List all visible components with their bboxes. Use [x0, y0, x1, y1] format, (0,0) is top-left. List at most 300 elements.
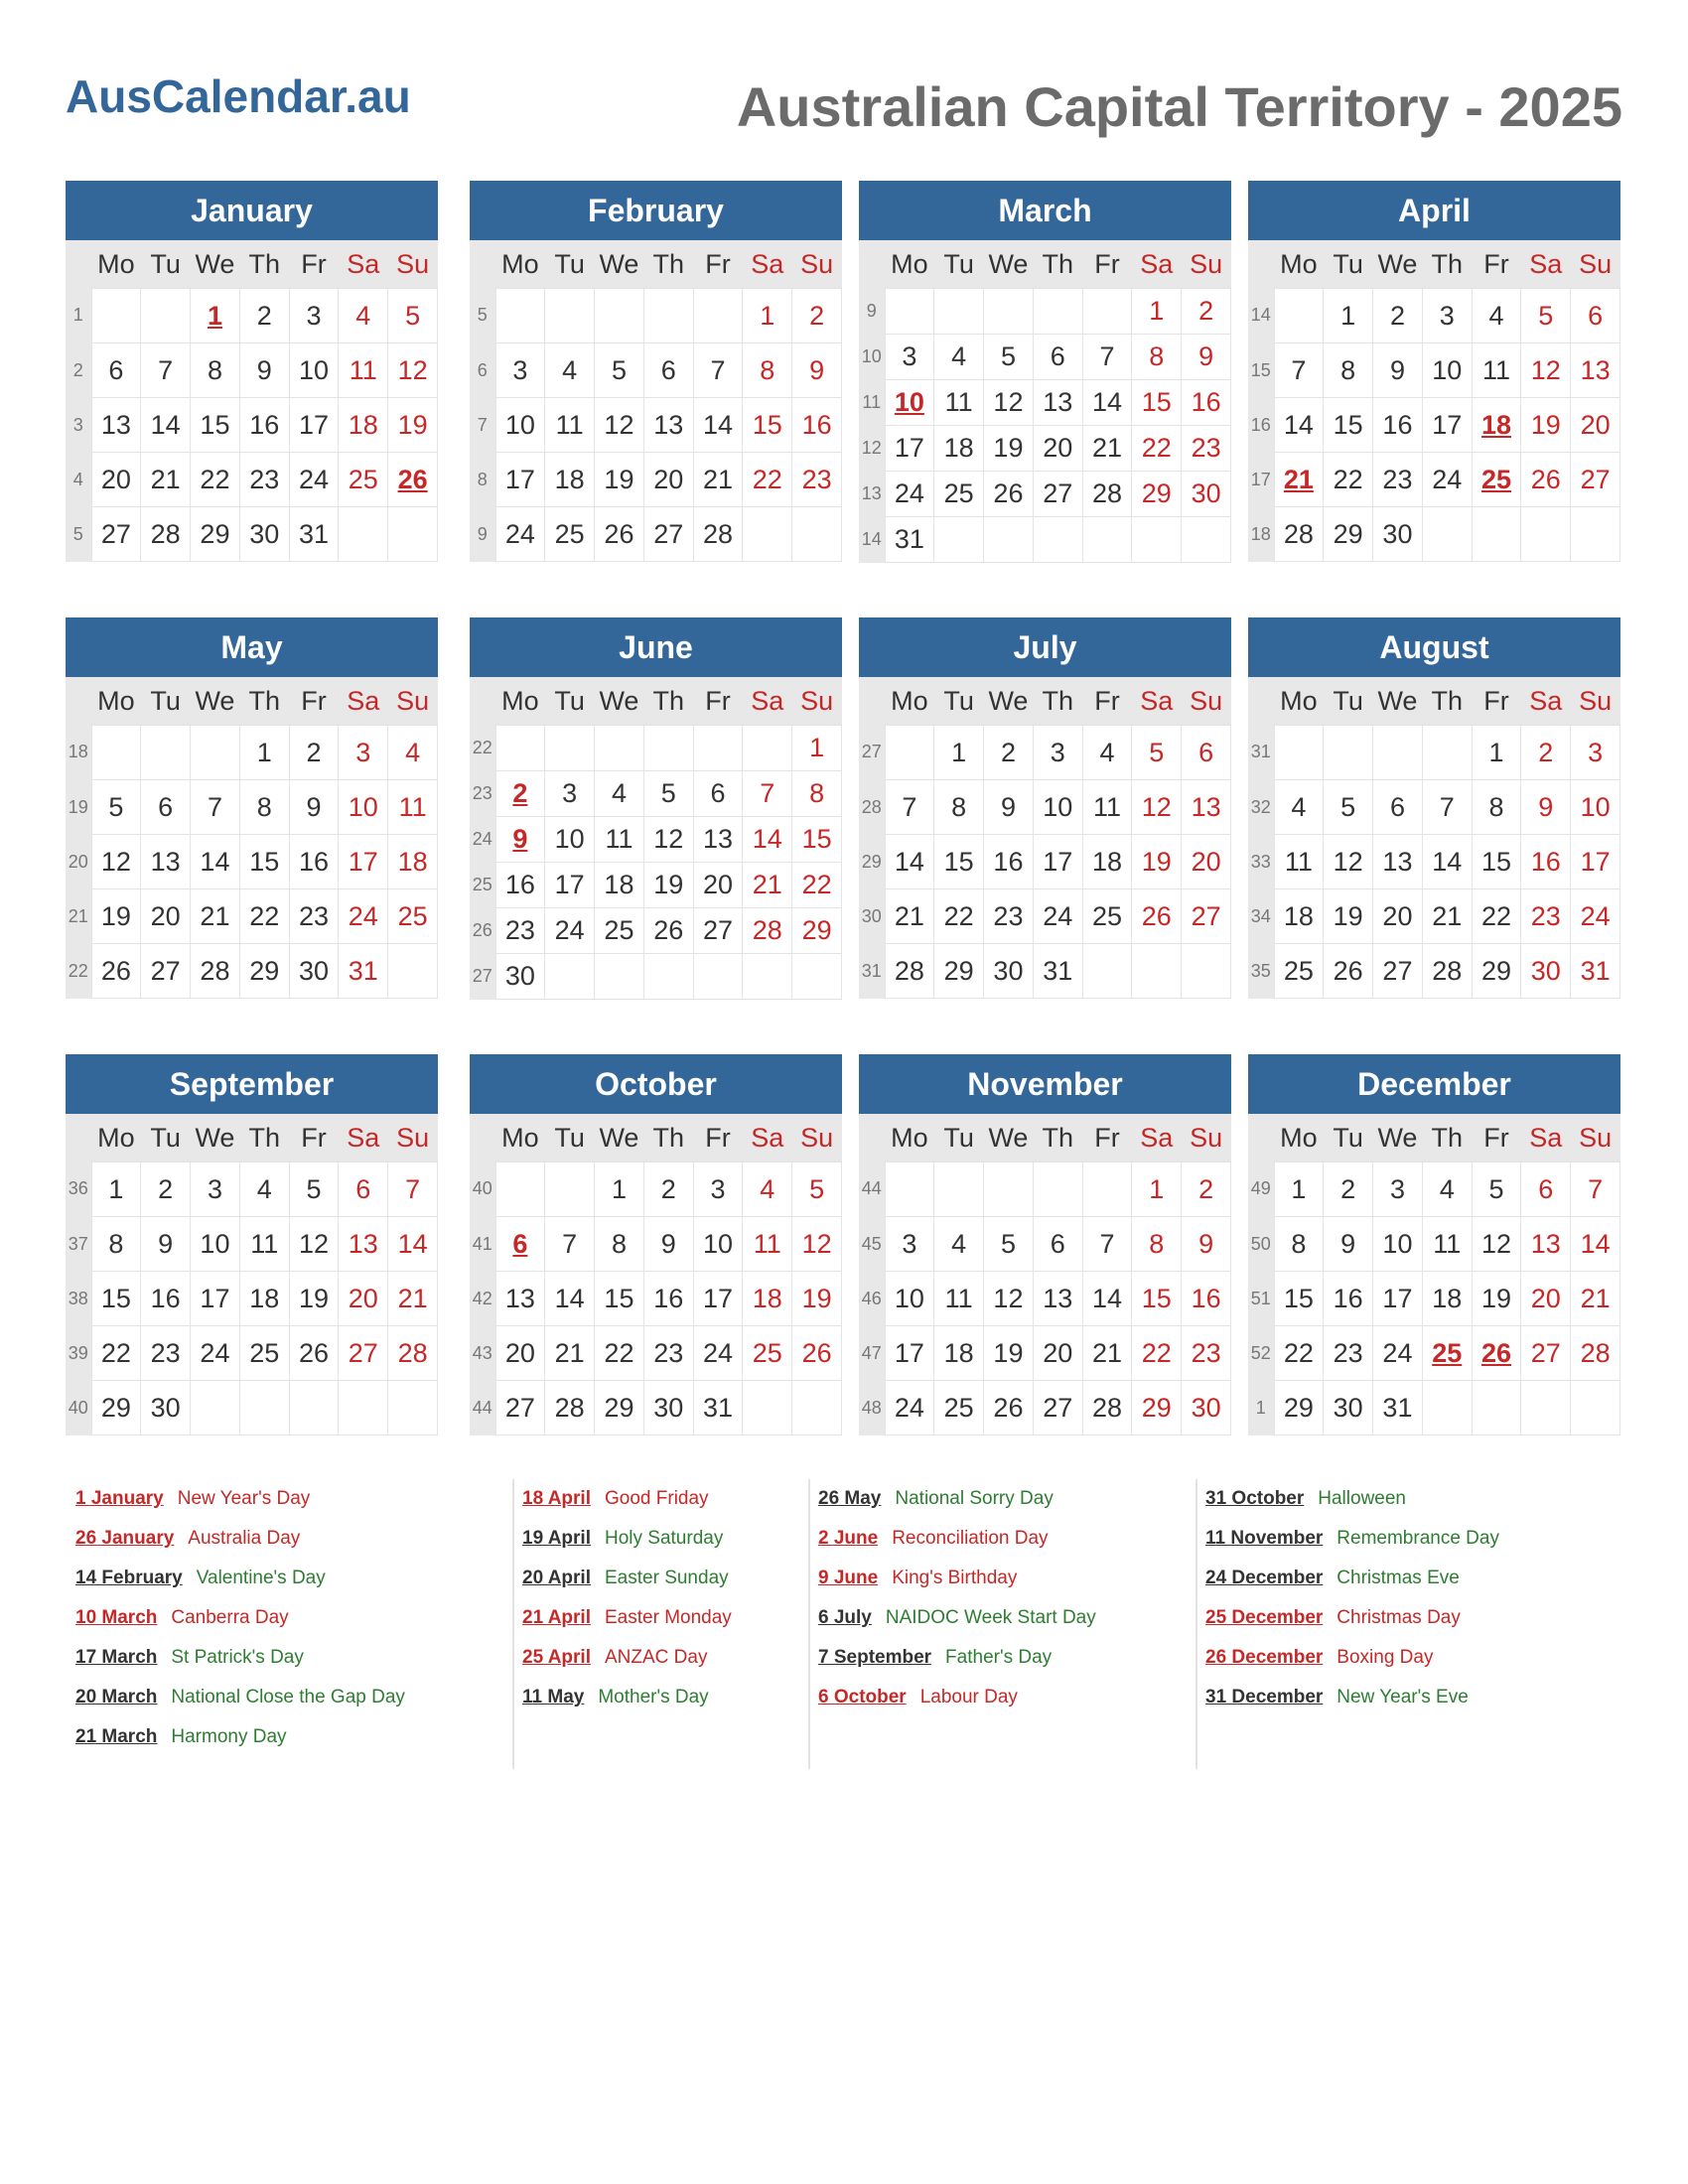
day-cell[interactable]: 27 — [693, 908, 743, 954]
day-cell[interactable]: 10 — [339, 780, 388, 835]
day-cell[interactable]: 23 — [495, 908, 545, 954]
event-date-link[interactable]: 10 March — [75, 1607, 158, 1628]
day-cell[interactable]: 2 — [1373, 289, 1423, 343]
holiday-day-cell[interactable]: 21 — [1274, 453, 1324, 507]
day-cell[interactable]: 4 — [1422, 1162, 1472, 1217]
day-cell[interactable]: 16 — [1373, 398, 1423, 453]
day-cell[interactable]: 28 — [388, 1326, 438, 1381]
day-cell[interactable]: 2 — [1182, 1162, 1231, 1217]
event-date-link[interactable]: 21 April — [522, 1607, 591, 1628]
day-cell[interactable]: 15 — [91, 1272, 141, 1326]
day-cell[interactable]: 8 — [1324, 343, 1373, 398]
day-cell[interactable]: 15 — [191, 398, 240, 453]
day-cell[interactable]: 24 — [289, 453, 339, 507]
day-cell[interactable]: 5 — [1132, 726, 1182, 780]
day-cell[interactable]: 10 — [289, 343, 339, 398]
day-cell[interactable]: 17 — [1373, 1272, 1423, 1326]
day-cell[interactable]: 10 — [545, 817, 595, 863]
day-cell[interactable]: 7 — [191, 780, 240, 835]
day-cell[interactable]: 31 — [289, 507, 339, 562]
day-cell[interactable]: 16 — [1521, 835, 1571, 889]
day-cell[interactable]: 17 — [545, 863, 595, 908]
event-date-link[interactable]: 31 October — [1205, 1488, 1305, 1509]
holiday-day-cell[interactable]: 9 — [495, 817, 545, 863]
event-date-link[interactable]: 26 December — [1205, 1647, 1324, 1668]
day-cell[interactable]: 31 — [1033, 944, 1082, 999]
day-cell[interactable]: 19 — [1132, 835, 1182, 889]
day-cell[interactable]: 31 — [1571, 944, 1620, 999]
day-cell[interactable]: 5 — [91, 780, 141, 835]
day-cell[interactable]: 27 — [1521, 1326, 1571, 1381]
day-cell[interactable]: 5 — [388, 289, 438, 343]
day-cell[interactable]: 29 — [191, 507, 240, 562]
day-cell[interactable]: 7 — [1082, 1217, 1132, 1272]
day-cell[interactable]: 29 — [1132, 1381, 1182, 1435]
day-cell[interactable]: 25 — [339, 453, 388, 507]
day-cell[interactable]: 30 — [1182, 472, 1231, 517]
day-cell[interactable]: 15 — [743, 398, 792, 453]
day-cell[interactable]: 7 — [1274, 343, 1324, 398]
day-cell[interactable]: 11 — [595, 817, 644, 863]
day-cell[interactable]: 27 — [643, 507, 693, 562]
day-cell[interactable]: 4 — [239, 1162, 289, 1217]
day-cell[interactable]: 14 — [388, 1217, 438, 1272]
day-cell[interactable]: 14 — [1082, 1272, 1132, 1326]
day-cell[interactable]: 14 — [141, 398, 191, 453]
day-cell[interactable]: 27 — [141, 944, 191, 999]
day-cell[interactable]: 13 — [141, 835, 191, 889]
day-cell[interactable]: 12 — [1472, 1217, 1521, 1272]
day-cell[interactable]: 20 — [495, 1326, 545, 1381]
day-cell[interactable]: 10 — [495, 398, 545, 453]
day-cell[interactable]: 28 — [141, 507, 191, 562]
day-cell[interactable]: 31 — [693, 1381, 743, 1435]
day-cell[interactable]: 25 — [934, 1381, 984, 1435]
event-date-link[interactable]: 7 September — [818, 1647, 932, 1668]
day-cell[interactable]: 5 — [984, 335, 1034, 380]
day-cell[interactable]: 7 — [388, 1162, 438, 1217]
event-date-link[interactable]: 26 January — [75, 1528, 175, 1549]
event-date-link[interactable]: 11 May — [522, 1687, 585, 1707]
day-cell[interactable]: 17 — [693, 1272, 743, 1326]
day-cell[interactable]: 18 — [1082, 835, 1132, 889]
day-cell[interactable]: 2 — [1324, 1162, 1373, 1217]
day-cell[interactable]: 6 — [1521, 1162, 1571, 1217]
day-cell[interactable]: 20 — [1521, 1272, 1571, 1326]
day-cell[interactable]: 20 — [643, 453, 693, 507]
day-cell[interactable]: 26 — [984, 1381, 1034, 1435]
day-cell[interactable]: 22 — [91, 1326, 141, 1381]
day-cell[interactable]: 25 — [934, 472, 984, 517]
day-cell[interactable]: 1 — [239, 726, 289, 780]
day-cell[interactable]: 17 — [495, 453, 545, 507]
event-date-link[interactable]: 18 April — [522, 1488, 591, 1509]
event-date-link[interactable]: 21 March — [75, 1726, 158, 1747]
day-cell[interactable]: 18 — [545, 453, 595, 507]
day-cell[interactable]: 29 — [91, 1381, 141, 1435]
event-date-link[interactable]: 19 April — [522, 1528, 591, 1549]
day-cell[interactable]: 30 — [495, 954, 545, 1000]
day-cell[interactable]: 25 — [545, 507, 595, 562]
day-cell[interactable]: 24 — [495, 507, 545, 562]
day-cell[interactable]: 19 — [643, 863, 693, 908]
day-cell[interactable]: 2 — [792, 289, 842, 343]
day-cell[interactable]: 14 — [693, 398, 743, 453]
day-cell[interactable]: 23 — [1182, 1326, 1231, 1381]
day-cell[interactable]: 9 — [643, 1217, 693, 1272]
day-cell[interactable]: 4 — [339, 289, 388, 343]
day-cell[interactable]: 16 — [1182, 1272, 1231, 1326]
day-cell[interactable]: 29 — [1472, 944, 1521, 999]
day-cell[interactable]: 2 — [1521, 726, 1571, 780]
holiday-day-cell[interactable]: 1 — [191, 289, 240, 343]
day-cell[interactable]: 13 — [495, 1272, 545, 1326]
day-cell[interactable]: 24 — [885, 1381, 934, 1435]
day-cell[interactable]: 22 — [1132, 1326, 1182, 1381]
day-cell[interactable]: 13 — [643, 398, 693, 453]
day-cell[interactable]: 29 — [1324, 507, 1373, 562]
day-cell[interactable]: 3 — [885, 335, 934, 380]
day-cell[interactable]: 8 — [1472, 780, 1521, 835]
day-cell[interactable]: 27 — [339, 1326, 388, 1381]
day-cell[interactable]: 22 — [934, 889, 984, 944]
day-cell[interactable]: 13 — [1182, 780, 1231, 835]
day-cell[interactable]: 9 — [141, 1217, 191, 1272]
day-cell[interactable]: 20 — [1571, 398, 1620, 453]
day-cell[interactable]: 22 — [1324, 453, 1373, 507]
day-cell[interactable]: 12 — [1521, 343, 1571, 398]
day-cell[interactable]: 13 — [1033, 1272, 1082, 1326]
day-cell[interactable]: 18 — [934, 1326, 984, 1381]
day-cell[interactable]: 2 — [239, 289, 289, 343]
day-cell[interactable]: 1 — [1132, 1162, 1182, 1217]
day-cell[interactable]: 22 — [1472, 889, 1521, 944]
day-cell[interactable]: 5 — [289, 1162, 339, 1217]
day-cell[interactable]: 29 — [934, 944, 984, 999]
day-cell[interactable]: 7 — [1571, 1162, 1620, 1217]
day-cell[interactable]: 21 — [545, 1326, 595, 1381]
event-date-link[interactable]: 11 November — [1205, 1528, 1324, 1549]
day-cell[interactable]: 21 — [1422, 889, 1472, 944]
day-cell[interactable]: 23 — [1521, 889, 1571, 944]
day-cell[interactable]: 10 — [1422, 343, 1472, 398]
day-cell[interactable]: 24 — [1033, 889, 1082, 944]
day-cell[interactable]: 20 — [693, 863, 743, 908]
day-cell[interactable]: 17 — [1571, 835, 1620, 889]
day-cell[interactable]: 17 — [1422, 398, 1472, 453]
day-cell[interactable]: 13 — [693, 817, 743, 863]
day-cell[interactable]: 15 — [1132, 1272, 1182, 1326]
day-cell[interactable]: 11 — [545, 398, 595, 453]
holiday-day-cell[interactable]: 10 — [885, 380, 934, 426]
day-cell[interactable]: 3 — [693, 1162, 743, 1217]
day-cell[interactable]: 2 — [1182, 289, 1231, 335]
day-cell[interactable]: 30 — [1182, 1381, 1231, 1435]
day-cell[interactable]: 22 — [595, 1326, 644, 1381]
day-cell[interactable]: 23 — [141, 1326, 191, 1381]
day-cell[interactable]: 26 — [984, 472, 1034, 517]
day-cell[interactable]: 20 — [91, 453, 141, 507]
day-cell[interactable]: 9 — [239, 343, 289, 398]
event-date-link[interactable]: 20 April — [522, 1568, 591, 1588]
day-cell[interactable]: 11 — [388, 780, 438, 835]
day-cell[interactable]: 8 — [1274, 1217, 1324, 1272]
day-cell[interactable]: 21 — [743, 863, 792, 908]
event-date-link[interactable]: 14 February — [75, 1568, 183, 1588]
day-cell[interactable]: 8 — [91, 1217, 141, 1272]
day-cell[interactable]: 7 — [545, 1217, 595, 1272]
day-cell[interactable]: 17 — [191, 1272, 240, 1326]
day-cell[interactable]: 8 — [191, 343, 240, 398]
day-cell[interactable]: 1 — [1472, 726, 1521, 780]
day-cell[interactable]: 19 — [1472, 1272, 1521, 1326]
day-cell[interactable]: 13 — [1571, 343, 1620, 398]
day-cell[interactable]: 19 — [595, 453, 644, 507]
day-cell[interactable]: 3 — [1571, 726, 1620, 780]
day-cell[interactable]: 22 — [1132, 426, 1182, 472]
day-cell[interactable]: 26 — [1521, 453, 1571, 507]
day-cell[interactable]: 21 — [1571, 1272, 1620, 1326]
day-cell[interactable]: 29 — [239, 944, 289, 999]
day-cell[interactable]: 30 — [1373, 507, 1423, 562]
day-cell[interactable]: 14 — [1571, 1217, 1620, 1272]
day-cell[interactable]: 12 — [91, 835, 141, 889]
event-date-link[interactable]: 20 March — [75, 1687, 158, 1707]
event-date-link[interactable]: 31 December — [1205, 1687, 1324, 1707]
day-cell[interactable]: 19 — [1324, 889, 1373, 944]
event-date-link[interactable]: 9 June — [818, 1568, 879, 1588]
day-cell[interactable]: 19 — [289, 1272, 339, 1326]
day-cell[interactable]: 10 — [1033, 780, 1082, 835]
day-cell[interactable]: 6 — [339, 1162, 388, 1217]
day-cell[interactable]: 1 — [91, 1162, 141, 1217]
day-cell[interactable]: 3 — [545, 771, 595, 817]
day-cell[interactable]: 14 — [743, 817, 792, 863]
day-cell[interactable]: 24 — [1571, 889, 1620, 944]
day-cell[interactable]: 5 — [792, 1162, 842, 1217]
day-cell[interactable]: 17 — [1033, 835, 1082, 889]
day-cell[interactable]: 1 — [1132, 289, 1182, 335]
day-cell[interactable]: 14 — [191, 835, 240, 889]
day-cell[interactable]: 14 — [885, 835, 934, 889]
day-cell[interactable]: 25 — [1274, 944, 1324, 999]
day-cell[interactable]: 24 — [693, 1326, 743, 1381]
day-cell[interactable]: 26 — [643, 908, 693, 954]
day-cell[interactable]: 1 — [595, 1162, 644, 1217]
day-cell[interactable]: 1 — [743, 289, 792, 343]
day-cell[interactable]: 17 — [289, 398, 339, 453]
day-cell[interactable]: 5 — [984, 1217, 1034, 1272]
day-cell[interactable]: 12 — [1132, 780, 1182, 835]
day-cell[interactable]: 16 — [1324, 1272, 1373, 1326]
day-cell[interactable]: 16 — [239, 398, 289, 453]
day-cell[interactable]: 22 — [743, 453, 792, 507]
day-cell[interactable]: 27 — [1033, 1381, 1082, 1435]
day-cell[interactable]: 2 — [141, 1162, 191, 1217]
day-cell[interactable]: 22 — [191, 453, 240, 507]
day-cell[interactable]: 11 — [239, 1217, 289, 1272]
holiday-day-cell[interactable]: 25 — [1422, 1326, 1472, 1381]
day-cell[interactable]: 2 — [643, 1162, 693, 1217]
day-cell[interactable]: 16 — [289, 835, 339, 889]
holiday-day-cell[interactable]: 2 — [495, 771, 545, 817]
day-cell[interactable]: 26 — [1324, 944, 1373, 999]
day-cell[interactable]: 4 — [388, 726, 438, 780]
day-cell[interactable]: 22 — [239, 889, 289, 944]
day-cell[interactable]: 9 — [1182, 335, 1231, 380]
day-cell[interactable]: 4 — [1274, 780, 1324, 835]
day-cell[interactable]: 28 — [885, 944, 934, 999]
day-cell[interactable]: 13 — [91, 398, 141, 453]
day-cell[interactable]: 29 — [1132, 472, 1182, 517]
day-cell[interactable]: 16 — [1182, 380, 1231, 426]
day-cell[interactable]: 18 — [339, 398, 388, 453]
day-cell[interactable]: 28 — [743, 908, 792, 954]
day-cell[interactable]: 9 — [1373, 343, 1423, 398]
day-cell[interactable]: 19 — [984, 426, 1034, 472]
day-cell[interactable]: 5 — [1521, 289, 1571, 343]
day-cell[interactable]: 1 — [792, 726, 842, 771]
day-cell[interactable]: 4 — [934, 1217, 984, 1272]
day-cell[interactable]: 8 — [595, 1217, 644, 1272]
day-cell[interactable]: 30 — [643, 1381, 693, 1435]
day-cell[interactable]: 19 — [984, 1326, 1034, 1381]
day-cell[interactable]: 10 — [1571, 780, 1620, 835]
day-cell[interactable]: 18 — [388, 835, 438, 889]
day-cell[interactable]: 24 — [885, 472, 934, 517]
day-cell[interactable]: 18 — [595, 863, 644, 908]
day-cell[interactable]: 21 — [1082, 426, 1132, 472]
day-cell[interactable]: 13 — [1521, 1217, 1571, 1272]
day-cell[interactable]: 26 — [289, 1326, 339, 1381]
day-cell[interactable]: 13 — [1033, 380, 1082, 426]
day-cell[interactable]: 4 — [1082, 726, 1132, 780]
day-cell[interactable]: 24 — [1422, 453, 1472, 507]
day-cell[interactable]: 21 — [191, 889, 240, 944]
day-cell[interactable]: 14 — [1274, 398, 1324, 453]
day-cell[interactable]: 23 — [1182, 426, 1231, 472]
day-cell[interactable]: 6 — [1571, 289, 1620, 343]
day-cell[interactable]: 6 — [643, 343, 693, 398]
day-cell[interactable]: 23 — [1324, 1326, 1373, 1381]
day-cell[interactable]: 6 — [91, 343, 141, 398]
day-cell[interactable]: 15 — [1132, 380, 1182, 426]
day-cell[interactable]: 12 — [1324, 835, 1373, 889]
day-cell[interactable]: 23 — [643, 1326, 693, 1381]
holiday-day-cell[interactable]: 26 — [388, 453, 438, 507]
day-cell[interactable]: 13 — [339, 1217, 388, 1272]
day-cell[interactable]: 3 — [339, 726, 388, 780]
day-cell[interactable]: 27 — [91, 507, 141, 562]
day-cell[interactable]: 26 — [1132, 889, 1182, 944]
day-cell[interactable]: 29 — [792, 908, 842, 954]
day-cell[interactable]: 22 — [792, 863, 842, 908]
day-cell[interactable]: 27 — [1571, 453, 1620, 507]
day-cell[interactable]: 6 — [1373, 780, 1423, 835]
day-cell[interactable]: 24 — [339, 889, 388, 944]
day-cell[interactable]: 17 — [885, 1326, 934, 1381]
day-cell[interactable]: 17 — [339, 835, 388, 889]
day-cell[interactable]: 3 — [495, 343, 545, 398]
day-cell[interactable]: 9 — [289, 780, 339, 835]
day-cell[interactable]: 15 — [792, 817, 842, 863]
event-date-link[interactable]: 1 January — [75, 1488, 164, 1509]
day-cell[interactable]: 3 — [191, 1162, 240, 1217]
day-cell[interactable]: 11 — [339, 343, 388, 398]
day-cell[interactable]: 12 — [595, 398, 644, 453]
day-cell[interactable]: 31 — [885, 517, 934, 563]
day-cell[interactable]: 4 — [545, 343, 595, 398]
day-cell[interactable]: 28 — [1571, 1326, 1620, 1381]
day-cell[interactable]: 11 — [743, 1217, 792, 1272]
day-cell[interactable]: 9 — [1182, 1217, 1231, 1272]
day-cell[interactable]: 6 — [1033, 335, 1082, 380]
day-cell[interactable]: 17 — [885, 426, 934, 472]
day-cell[interactable]: 8 — [1132, 335, 1182, 380]
day-cell[interactable]: 24 — [1373, 1326, 1423, 1381]
day-cell[interactable]: 18 — [1274, 889, 1324, 944]
day-cell[interactable]: 3 — [885, 1217, 934, 1272]
day-cell[interactable]: 7 — [1422, 780, 1472, 835]
day-cell[interactable]: 9 — [984, 780, 1034, 835]
day-cell[interactable]: 25 — [1082, 889, 1132, 944]
day-cell[interactable]: 13 — [1373, 835, 1423, 889]
day-cell[interactable]: 5 — [595, 343, 644, 398]
day-cell[interactable]: 31 — [339, 944, 388, 999]
day-cell[interactable]: 7 — [141, 343, 191, 398]
day-cell[interactable]: 20 — [1182, 835, 1231, 889]
day-cell[interactable]: 25 — [743, 1326, 792, 1381]
day-cell[interactable]: 6 — [1182, 726, 1231, 780]
day-cell[interactable]: 28 — [693, 507, 743, 562]
day-cell[interactable]: 4 — [1472, 289, 1521, 343]
day-cell[interactable]: 25 — [595, 908, 644, 954]
day-cell[interactable]: 2 — [289, 726, 339, 780]
day-cell[interactable]: 20 — [1373, 889, 1423, 944]
day-cell[interactable]: 12 — [792, 1217, 842, 1272]
day-cell[interactable]: 8 — [743, 343, 792, 398]
day-cell[interactable]: 25 — [239, 1326, 289, 1381]
day-cell[interactable]: 2 — [984, 726, 1034, 780]
event-date-link[interactable]: 25 April — [522, 1647, 591, 1668]
day-cell[interactable]: 6 — [1033, 1217, 1082, 1272]
day-cell[interactable]: 12 — [643, 817, 693, 863]
day-cell[interactable]: 11 — [934, 1272, 984, 1326]
day-cell[interactable]: 7 — [693, 343, 743, 398]
day-cell[interactable]: 10 — [1373, 1217, 1423, 1272]
day-cell[interactable]: 28 — [1082, 1381, 1132, 1435]
day-cell[interactable]: 28 — [1274, 507, 1324, 562]
day-cell[interactable]: 19 — [388, 398, 438, 453]
event-date-link[interactable]: 24 December — [1205, 1568, 1324, 1588]
day-cell[interactable]: 19 — [792, 1272, 842, 1326]
day-cell[interactable]: 21 — [1082, 1326, 1132, 1381]
day-cell[interactable]: 11 — [1422, 1217, 1472, 1272]
day-cell[interactable]: 21 — [141, 453, 191, 507]
holiday-day-cell[interactable]: 6 — [495, 1217, 545, 1272]
day-cell[interactable]: 16 — [643, 1272, 693, 1326]
holiday-day-cell[interactable]: 25 — [1472, 453, 1521, 507]
day-cell[interactable]: 23 — [984, 889, 1034, 944]
day-cell[interactable]: 6 — [693, 771, 743, 817]
day-cell[interactable]: 20 — [1033, 1326, 1082, 1381]
event-date-link[interactable]: 2 June — [818, 1528, 879, 1549]
day-cell[interactable]: 30 — [239, 507, 289, 562]
day-cell[interactable]: 15 — [1324, 398, 1373, 453]
day-cell[interactable]: 30 — [984, 944, 1034, 999]
day-cell[interactable]: 27 — [495, 1381, 545, 1435]
day-cell[interactable]: 29 — [595, 1381, 644, 1435]
